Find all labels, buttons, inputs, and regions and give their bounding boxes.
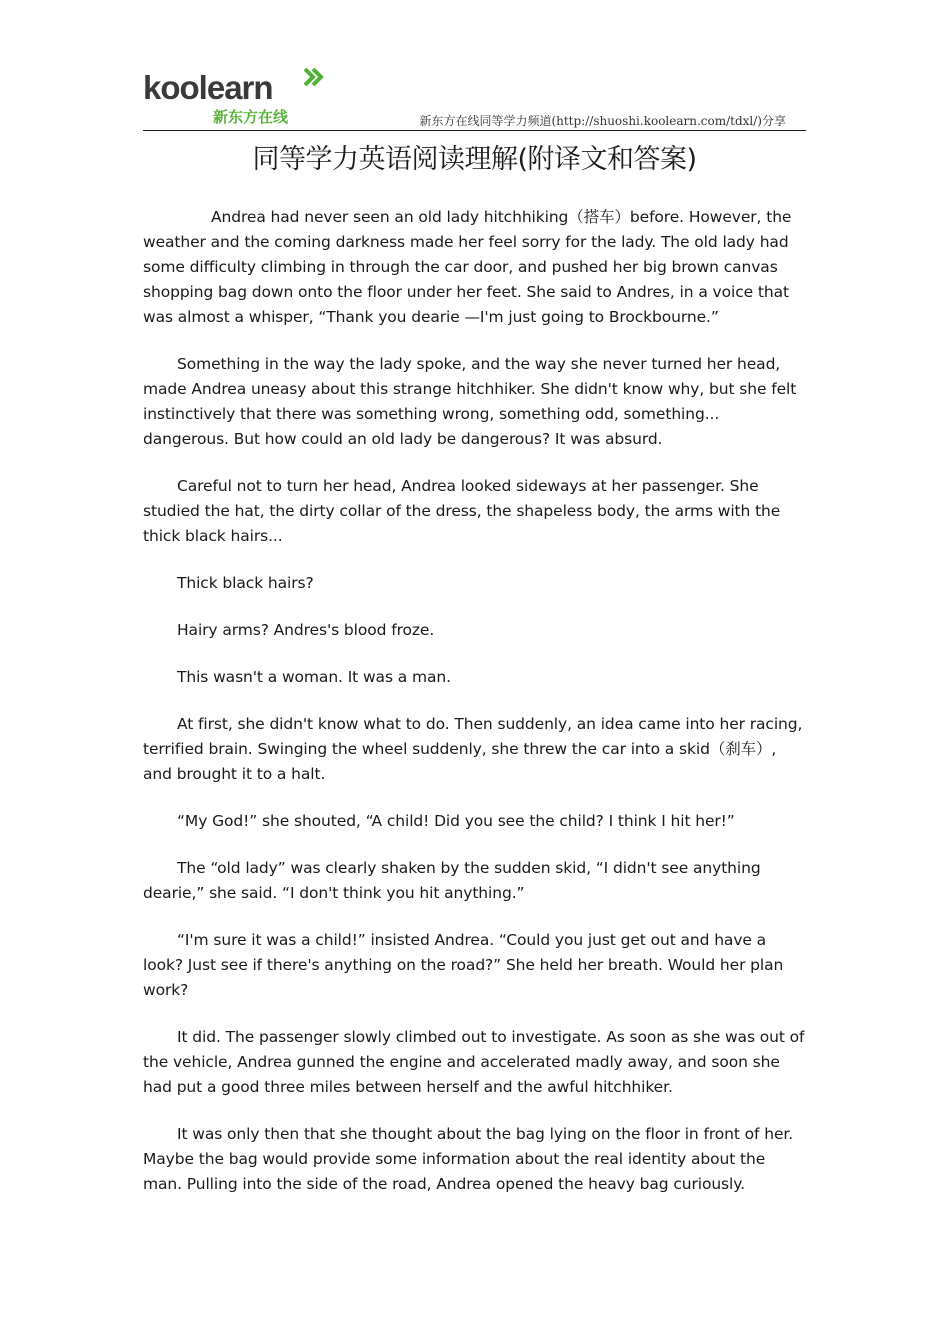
paragraph: At first, she didn't know what to do. Then suddenly, an idea came into her racing, terrified brain. Swinging the wheel suddenly, she threw the car into a skid（刹车）, and brought it to a halt. xyxy=(143,715,803,783)
paragraph: It was only then that she thought about the bag lying on the floor in front of her. Maybe the bag would provide some information about the real identity about the man. Pulling into the side of the road, Andrea opened the heavy bag curiously. xyxy=(143,1125,794,1193)
paragraph: The “old lady” was clearly shaken by the sudden skid, “I didn't see anything dearie,” she said. “I don't think you hit anything.” xyxy=(143,859,761,902)
header-divider xyxy=(143,130,806,131)
paragraph: Thick black hairs? xyxy=(177,574,314,592)
paragraph: “My God!” she shouted, “A child! Did you see the child? I think I hit her!” xyxy=(177,812,735,830)
paragraph: Hairy arms? Andres's blood froze. xyxy=(177,621,435,639)
paragraph: Careful not to turn her head, Andrea looked sideways at her passenger. She studied the hat, the dirty collar of the dress, the shapeless body, the arms with the thick black hairs... xyxy=(143,477,781,545)
page-header xyxy=(143,66,806,132)
logo-arrow-icon xyxy=(303,66,325,88)
channel-note: 新东方在线同等学力频道(http://shuoshi.koolearn.com/tdxl/)分享 xyxy=(419,114,786,128)
logo-text: koolearn xyxy=(143,69,273,106)
logo-subtitle: 新东方在线 xyxy=(213,108,289,126)
paragraph: Something in the way the lady spoke, and the way she never turned her head, made Andrea uneasy about this strange hitchhiker. She didn't know why, but she felt instinctively that there was something wrong, something odd, something... dangerous. But how could an old lady be dangerous? It was absurd. xyxy=(143,355,797,448)
document-title: 同等学力英语阅读理解(附译文和答案) xyxy=(252,144,697,175)
paragraph: “I'm sure it was a child!” insisted Andrea. “Could you just get out and have a look? Just see if there's anything on the road?” She held her breath. Would her plan work? xyxy=(143,931,784,999)
paragraph: This wasn't a woman. It was a man. xyxy=(177,668,451,686)
paragraph: Andrea had never seen an old lady hitchhiking（搭车）before. However, the weather and the coming darkness made her feel sorry for the lady. The old lady had some difficulty climbing in through the car door, and pushed her big brown canvas shopping bag down onto the floor under her feet. She said to Andres, in a voice that was almost a whisper, “Thank you dearie —I'm just going to Brockbourne.” xyxy=(143,208,792,326)
koolearn-logo xyxy=(143,66,333,128)
paragraph: It did. The passenger slowly climbed out to investigate. As soon as she was out of the vehicle, Andrea gunned the engine and accelerated madly away, and soon she had put a good three miles between herself and the awful hitchhiker. xyxy=(143,1028,805,1096)
article-body xyxy=(143,205,807,1219)
